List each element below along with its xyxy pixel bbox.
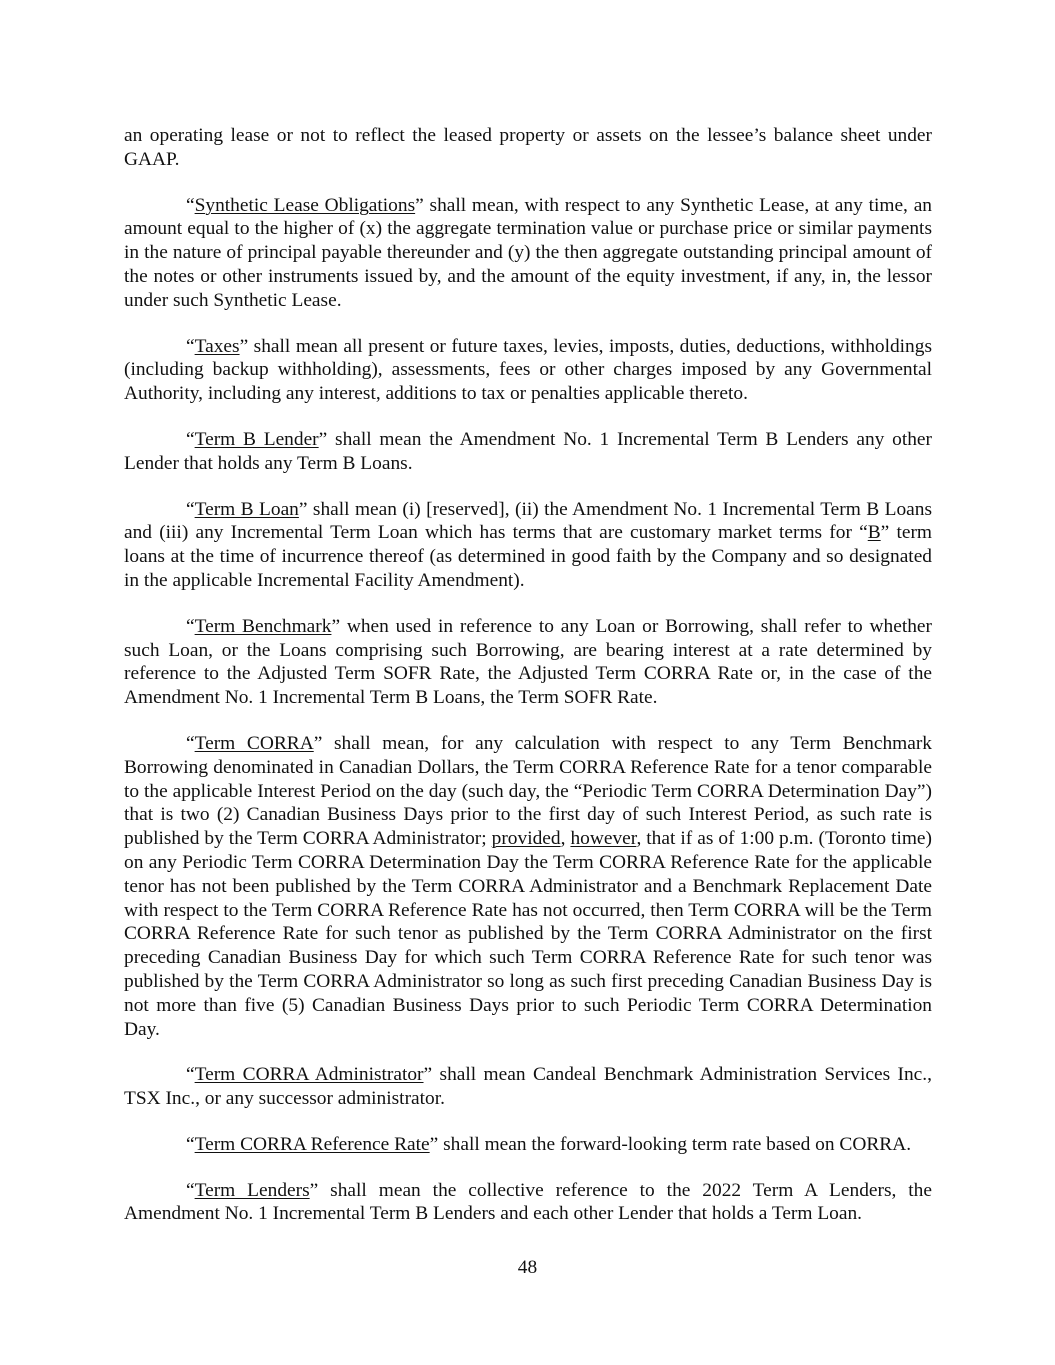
definition-text: ” shall mean the forward-looking term rate based on CORRA. (429, 1133, 912, 1155)
definition-term-corra-administrator (124, 1063, 932, 1111)
page-number: 48 (517, 1257, 538, 1278)
open-quote: “ (186, 428, 195, 450)
defined-term: Term B Lender (194, 428, 319, 450)
open-quote: “ (186, 1064, 195, 1086)
definition-text-part-b: ” term loans at the time of incurrence thereof (as determined in good faith by the Company and so designated in the applicable Incremental Facility Amendment). (124, 522, 932, 591)
definition-term-b-lender (124, 428, 932, 476)
separator: , (560, 828, 571, 850)
continuation-text: an operating lease or not to reflect the leased property or assets on the lessee’s balance sheet under GAAP. (124, 125, 932, 170)
document-page (124, 124, 932, 1248)
definition-synthetic-lease-obligations (124, 194, 932, 313)
defined-term: Term Lenders (194, 1179, 310, 1201)
definition-text: ” shall mean the collective reference to the 2022 Term A Lenders, the Amendment No. 1 Incremental Term B Lenders and each other Lender that holds a Term Loan. (124, 1179, 932, 1225)
open-quote: “ (186, 498, 195, 520)
definition-term-corra (124, 732, 932, 1041)
defined-term: Term CORRA (194, 732, 314, 754)
open-quote: “ (186, 615, 195, 637)
open-quote: “ (186, 335, 195, 357)
definition-term-benchmark (124, 615, 932, 710)
definition-term-corra-reference-rate (124, 1133, 932, 1157)
open-quote: “ (186, 1133, 195, 1155)
definition-text-part-a: ” shall mean (i) [reserved], (ii) the Amendment No. 1 Incremental Term B Loans and (iii) any Incremental Term Loan which has terms that are customary market terms for “ (124, 498, 933, 544)
defined-term: Term CORRA Reference Rate (194, 1133, 430, 1155)
defined-term: Synthetic Lease Obligations (194, 194, 416, 216)
defined-term: Taxes (194, 335, 240, 357)
defined-term: Term B Loan (194, 498, 299, 520)
open-quote: “ (186, 1179, 195, 1201)
definition-text: ” when used in reference to any Loan or Borrowing, shall refer to whether such Loan, or the Loans comprising such Borrowing, are bearing interest at a rate determined by reference to the Adjusted Term SOFR Rate, the Adjusted Term CORRA Rate or, in the case of the Amendment No. 1 Incremental Term B Loans, the Term SOFR Rate. (124, 615, 932, 709)
defined-term: Term Benchmark (194, 615, 332, 637)
definition-text-part-b: , that if as of 1:00 p.m. (Toronto time) on any Periodic Term CORRA Determination Day the Term CORRA Reference Rate for the applicable tenor has not been published by the Term CORRA Administrator and a Benchmark Replacement Date with respect to the Term CORRA Reference Rate has not occurred, then Term CORRA will be the Term CORRA Reference Rate for such tenor as published by the Term CORRA Administrator on the first preceding Canadian Business Day for which such Term CORRA Reference Rate for such tenor was published by the Term CORRA Administrator so long as such first preceding Canadian Business Day is not more than five (5) Canadian Business Days prior to such Periodic Term CORRA Determination Day. (124, 828, 932, 1040)
open-quote: “ (186, 194, 195, 216)
inline-defined-term: B (867, 522, 881, 544)
open-quote: “ (186, 732, 195, 754)
continuation-paragraph (124, 124, 932, 172)
definition-taxes (124, 335, 932, 406)
provided-keyword: provided (491, 828, 561, 850)
definition-text: ” shall mean, with respect to any Synthetic Lease, at any time, an amount equal to the higher of (x) the aggregate termination value or purchase price or similar payments in the nature of principal payable thereunder and (y) the then aggregate outstanding principal amount of the notes or other instruments issued by, and the amount of the equity investment, if any, in, the lessor under such Synthetic Lease. (124, 194, 932, 311)
defined-term: Term CORRA Administrator (194, 1064, 424, 1086)
definition-text: ” shall mean Candeal Benchmark Administration Services Inc., TSX Inc., or any successor administrator. (124, 1064, 932, 1110)
definition-text: ” shall mean all present or future taxes, levies, imposts, duties, deductions, withholdings (including backup withholding), assessments, fees or other charges imposed by any Governmental Authority, including any interest, additions to tax or penalties applicable thereto. (124, 335, 932, 405)
definition-term-b-loan (124, 498, 932, 593)
definition-text-part-a: ” shall mean, for any calculation with respect to any Term Benchmark Borrowing denominated in Canadian Dollars, the Term CORRA Reference Rate for a tenor comparable to the applicable Interest Period on the day (such day, the “Periodic Term CORRA Determination Day”) that is two (2) Canadian Business Days prior to the first day of such Interest Period, as such rate is published by the Term CORRA Administrator; (124, 732, 932, 850)
however-keyword: however (570, 828, 637, 850)
definition-term-lenders (124, 1179, 932, 1227)
definition-text: ” shall mean the Amendment No. 1 Incremental Term B Lenders any other Lender that holds any Term B Loans. (124, 428, 932, 474)
